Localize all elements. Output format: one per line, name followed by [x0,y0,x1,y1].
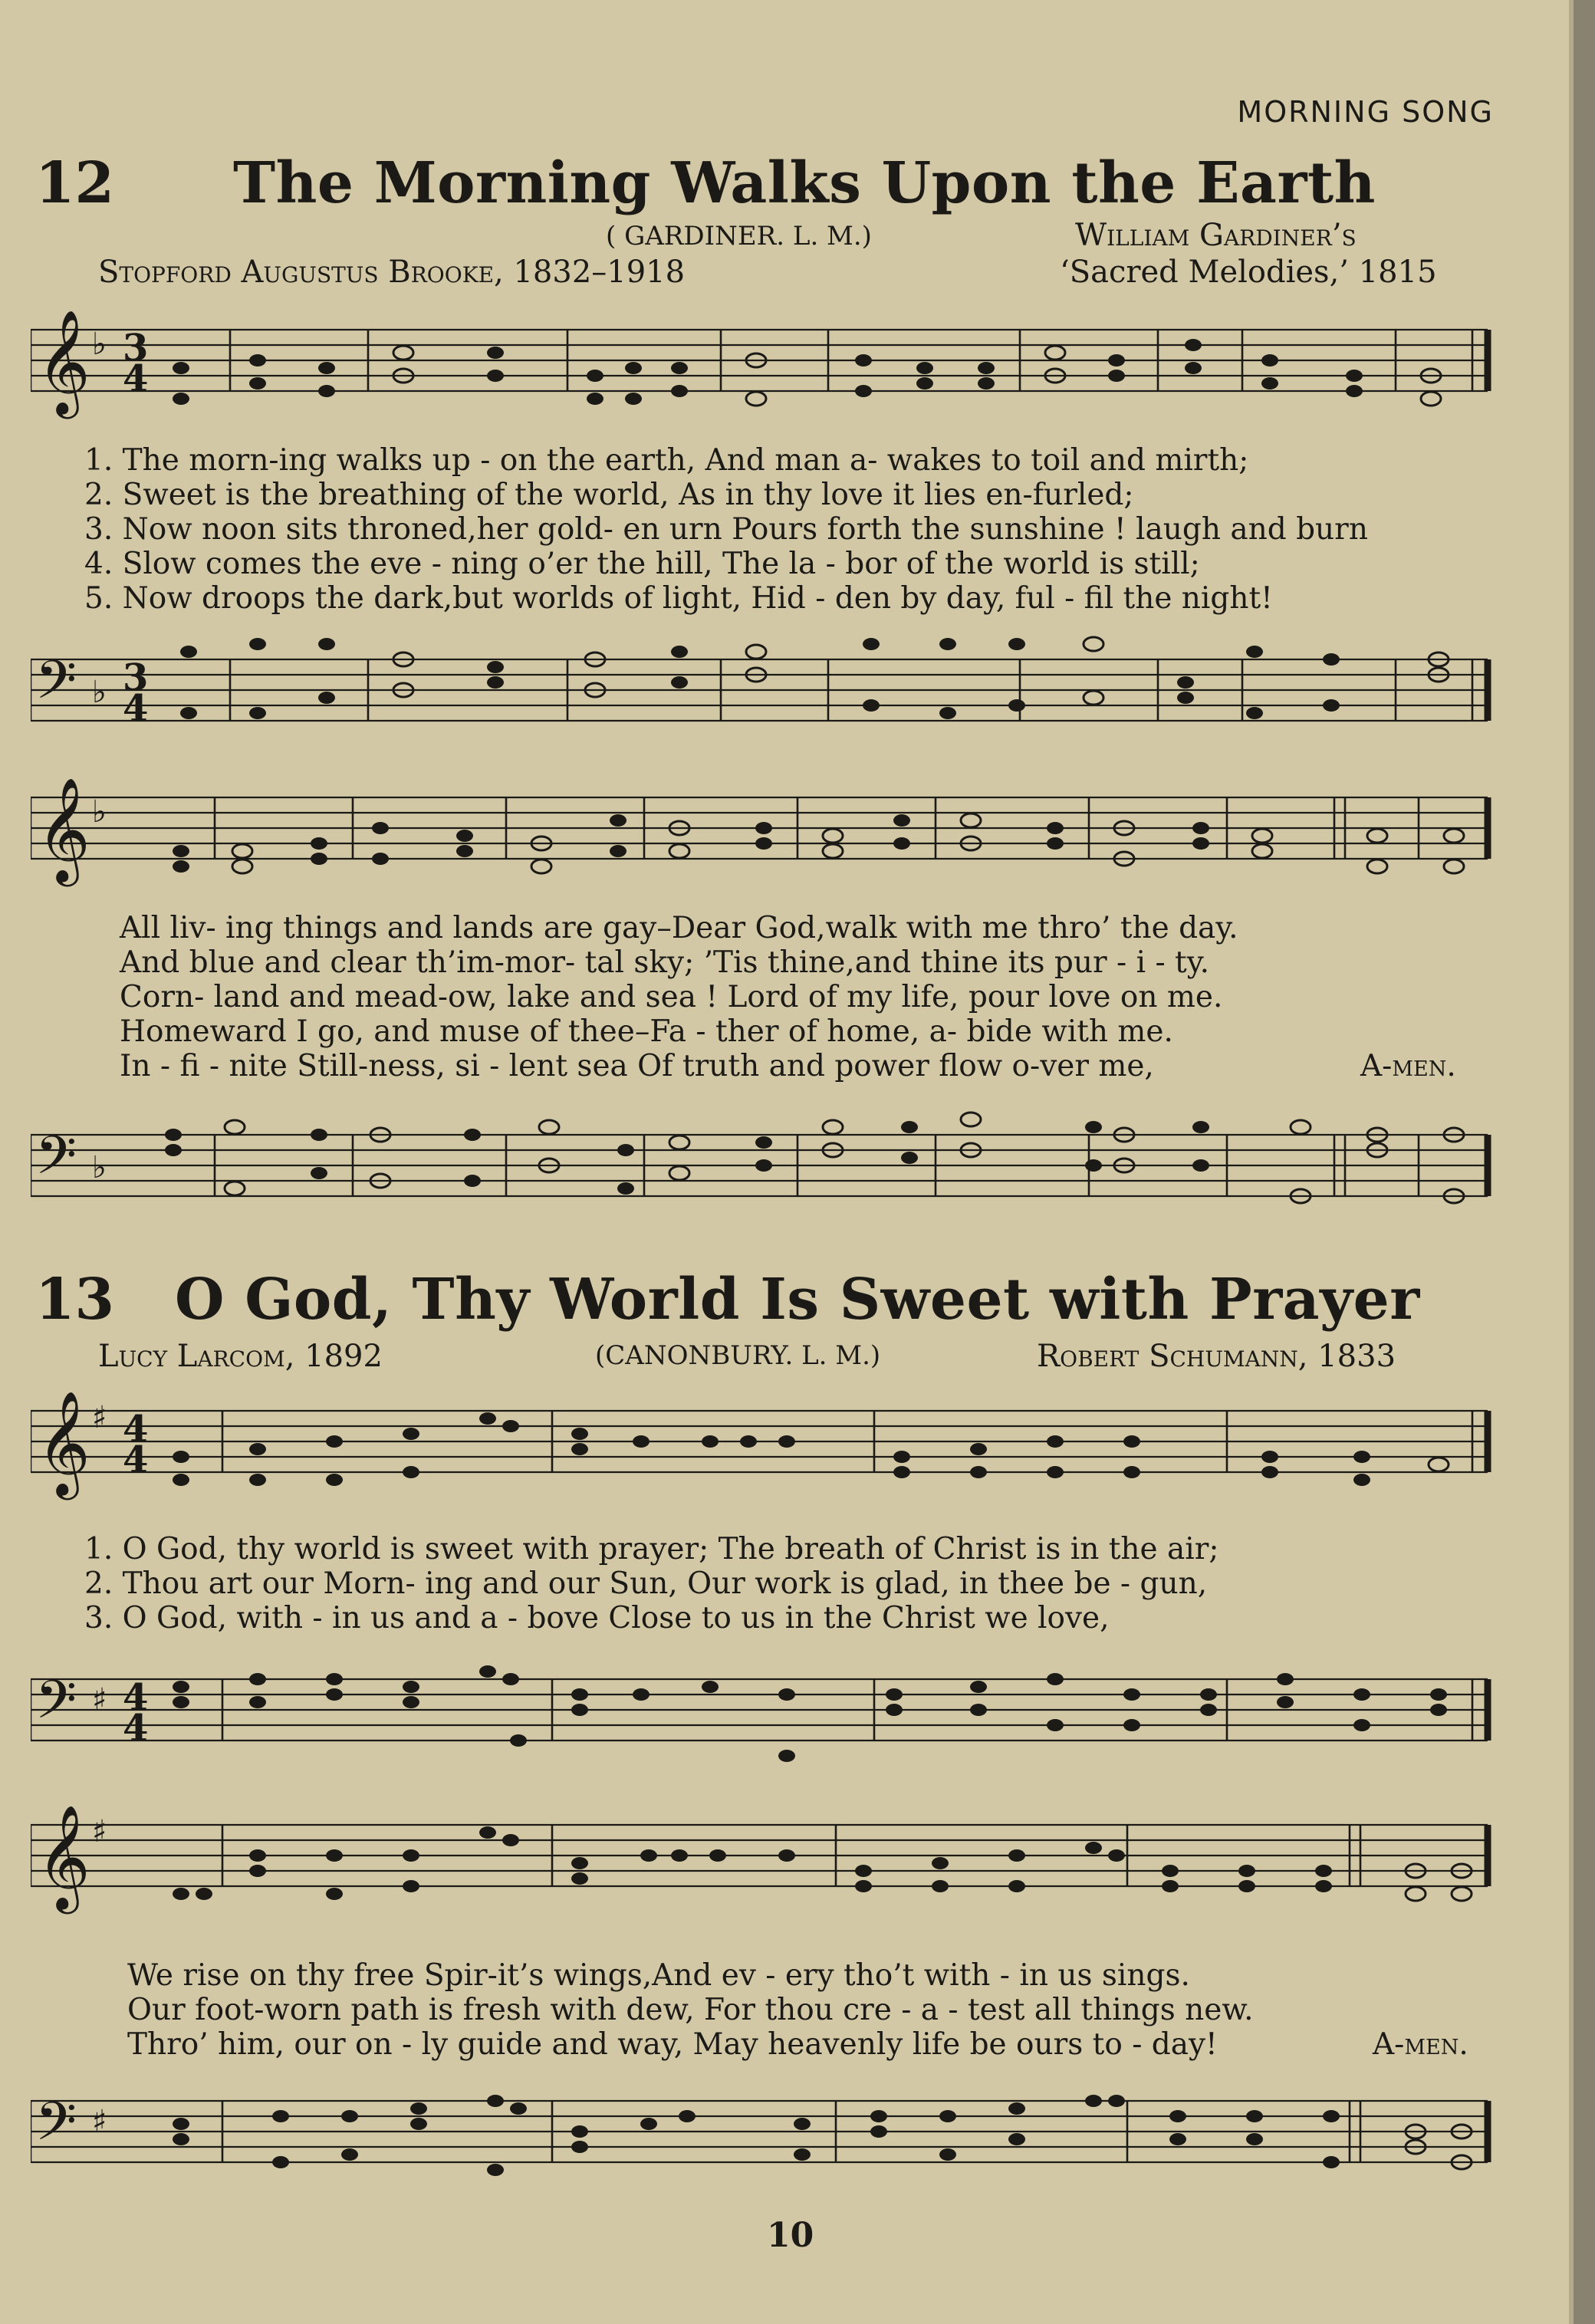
hymn-12-verse-1-line-b: All liv- ing things and lands are gay–Dear God,walk with me thro’ the day. [120,911,1238,945]
hymn-13-author: Lucy Larcom, 1892 [98,1339,383,1374]
bass-clef-icon: 𝄢 [35,649,77,724]
bass-clef-icon: 𝄢 [35,1668,77,1744]
hymn-12-number: 12 [35,150,114,216]
hymn-12-system-2-treble-staff [31,774,1500,912]
hymn-12-title: The Morning Walks Upon the Earth [233,150,1376,216]
hymn-13-verse-2-line-a: 2. Thou art our Morn- ing and our Sun, Our work is glad, in thee be - gun, [84,1566,1208,1601]
hymn-12-composer-line1: William Gardiner’s [1075,218,1357,253]
bass-clef-icon: 𝄢 [35,1124,77,1199]
hymn-12-author: Stopford Augustus Brooke, 1832–1918 [98,255,686,290]
hymn-12-verse-5-line-b: In - fi - nite Still-ness, si - lent sea Of truth and power flow o-ver me, [120,1049,1154,1083]
hymn-12-system-2-bass-staff [31,1089,1500,1227]
hymn-12-system-1-bass-staff [31,629,1500,759]
hymn-12-verse-2-line-a: 2. Sweet is the breathing of the world, As in thy love it lies en-furled; [84,478,1134,512]
svg-text:♭: ♭ [92,327,107,362]
hymn-13-verses-part2 [127,1958,1254,2062]
hymn-12-verse-3-line-b: Corn- land and mead-ow, lake and sea ! Lord of my life, pour love on me. [120,980,1223,1014]
hymn-12-verse-3-line-a: 3. Now noon sits throned,her gold- en urn Pours forth the sunshine ! laugh and burn [84,512,1368,547]
svg-text:3: 3 [123,656,149,699]
svg-text:4: 4 [123,687,149,730]
hymn-13-composer: Robert Schumann, 1833 [1037,1339,1396,1374]
hymn-13-system-1-bass-staff [31,1648,1500,1794]
hymn-12-composer-line2: ‘Sacred Melodies,’ 1815 [1060,255,1437,290]
hymn-13-title: O God, Thy World Is Sweet with Prayer [175,1267,1420,1333]
hymn-13-amen: A-men. [1373,2027,1468,2062]
svg-text:4: 4 [123,357,149,400]
svg-text:4: 4 [123,1438,149,1481]
hymn-12-tune: ( GARDINER. L. M.) [606,221,872,251]
running-head: MORNING SONG [1237,95,1494,129]
hymn-13-verses-part1 [84,1532,1219,1635]
treble-clef-icon: 𝄞 [37,308,90,414]
hymn-13-verse-3-line-a: 3. O God, with - in us and a - bove Close to us in the Christ we love, [84,1601,1110,1635]
hymn-12-verse-4-line-a: 4. Slow comes the eve - ning o’er the hill, The la - bor of the world is still; [84,547,1200,581]
hymn-13-system-2-treble-staff [31,1802,1500,1948]
hymn-13-verse-1-line-b: We rise on thy free Spir-it’s wings,And ev - ery tho’t with - in us sings. [127,1958,1190,1993]
treble-clef-icon: 𝄞 [37,1803,90,1909]
svg-text:♭: ♭ [92,1150,107,1185]
hymn-12-verses-part2 [120,911,1238,1083]
hymn-12-amen: A-men. [1360,1049,1456,1083]
svg-text:♭: ♭ [92,794,107,830]
hymn-12-verse-4-line-b: Homeward I go, and muse of thee–Fa - ther of home, a- bide with me. [120,1014,1173,1049]
hymn-13-number: 13 [35,1267,114,1333]
svg-text:♯: ♯ [92,2104,107,2139]
hymn-12-verse-2-line-b: And blue and clear th’im-mor- tal sky; ’Tis thine,and thine its pur - i - ty. [120,945,1209,980]
svg-text:♭: ♭ [92,675,107,710]
hymn-12-verse-5-line-a: 5. Now droops the dark,but worlds of light, Hid - den by day, ful - fil the night! [84,581,1273,616]
hymn-13-verse-3-line-b: Thro’ him, our on - ly guide and way, May heavenly life be ours to - day! [127,2027,1218,2062]
svg-text:♯: ♯ [92,1682,107,1718]
hymn-12-verses-part1 [84,443,1368,616]
page-number: 10 [767,2216,814,2255]
svg-text:4: 4 [123,1408,149,1451]
svg-text:♯: ♯ [92,1814,107,1849]
hymn-13-system-2-bass-staff [31,2070,1500,2208]
bass-clef-icon: 𝄢 [35,2090,77,2165]
svg-text:4: 4 [123,1676,149,1719]
treble-clef-icon: 𝄞 [37,1389,90,1495]
svg-text:♯: ♯ [92,1400,107,1435]
hymn-12-system-1-treble-staff [31,307,1500,445]
hymn-12-verse-1-line-a: 1. The morn-ing walks up - on the earth, And man a- wakes to toil and mirth; [84,443,1249,478]
page-edge [1574,0,1595,2324]
hymn-13-verse-2-line-b: Our foot-worn path is fresh with dew, For thou cre - a - test all things new. [127,1993,1254,2027]
svg-text:4: 4 [123,1707,149,1750]
hymn-13-tune: (CANONBURY. L. M.) [595,1340,881,1371]
svg-text:3: 3 [123,327,149,370]
hymn-13-verse-1-line-a: 1. O God, thy world is sweet with prayer; The breath of Christ is in the air; [84,1532,1219,1566]
treble-clef-icon: 𝄞 [37,776,90,882]
hymn-13-system-1-treble-staff [31,1388,1500,1533]
